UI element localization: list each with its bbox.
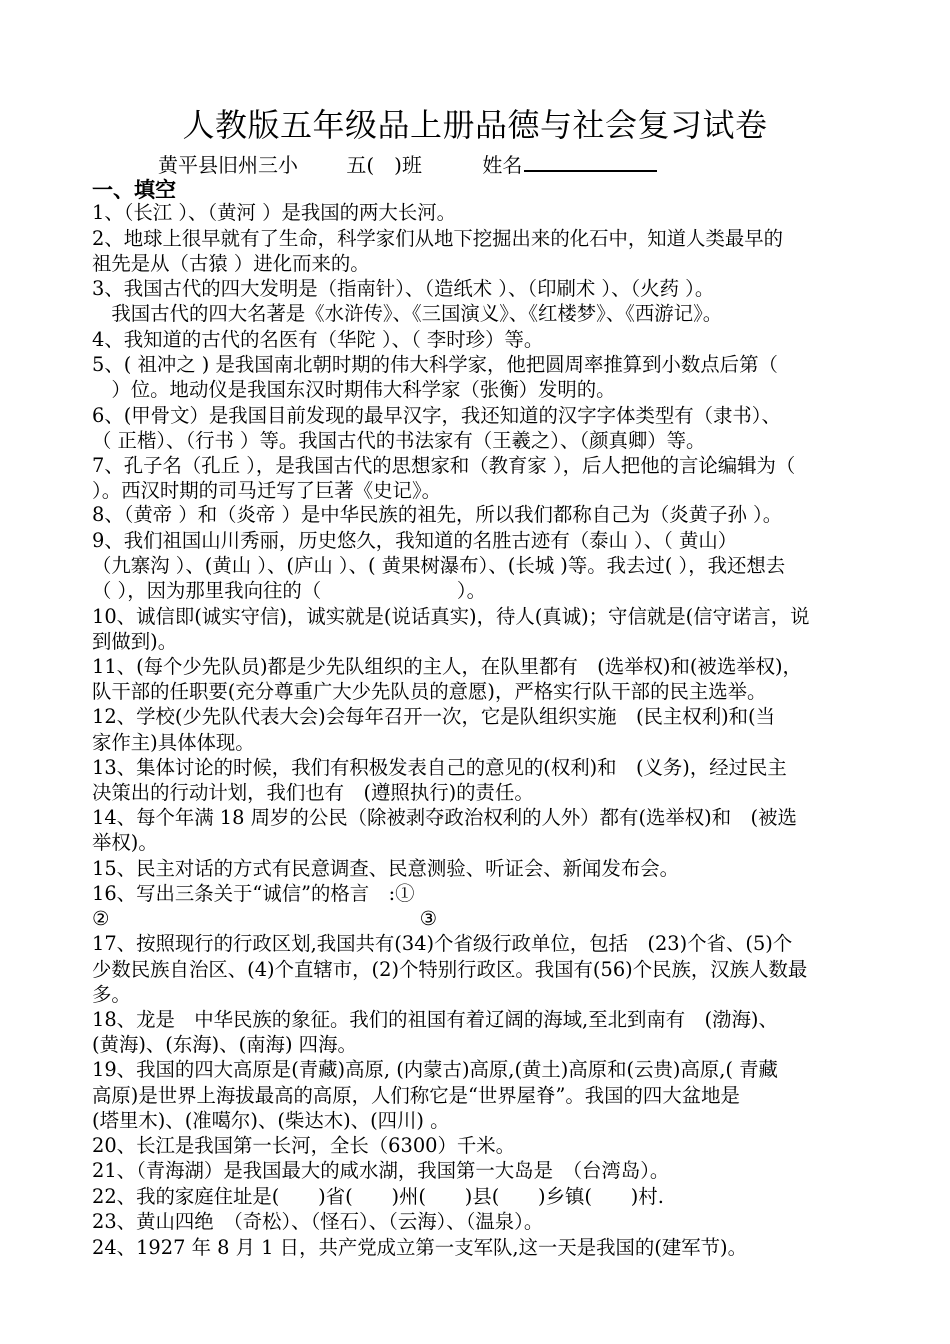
question-line: 3、我国古代的四大发明是（指南针）、（造纸术 ）、（印刷术 ）、（火药 ）。: [92, 277, 715, 300]
school-name: 黄平县旧州三小: [158, 153, 298, 177]
question-line: 少数民族自治区、(4)个直辖市，(2)个特别行政区。我国有(56)个民族，汉族人数最: [92, 958, 808, 981]
question-line: 我国古代的四大名著是《水浒传》、《三国演义》、《红楼梦》、《西游记》。: [92, 302, 723, 325]
question-line: 队干部的任职要(充分尊重广大少先队员的意愿)，严格实行队干部的民主选举。: [92, 680, 767, 703]
name-blank[interactable]: [524, 152, 657, 172]
question-line: 9、我们祖国山川秀丽，历史悠久，我知道的名胜古迹有（泰山 ）、（ 黄山）: [92, 529, 738, 552]
question-line: 15、民主对话的方式有民意调查、民意测验、听证会、新闻发布会。: [92, 857, 680, 880]
question-line: (黄海)、(东海)、(南海) 四海。: [92, 1033, 357, 1056]
question-line: 20、长江是我国第一长河，全长（6300）千米。: [92, 1134, 516, 1157]
question-line: ② ③: [92, 907, 438, 930]
question-line: 13、集体讨论的时候，我们有积极发表自己的意见的(权利)和 (义务)，经过民主: [92, 756, 787, 779]
question-line: 23、黄山四绝 （奇松）、（怪石）、（云海）、（温泉）。: [92, 1210, 544, 1233]
question-line: 1、（长江 ）、（黄河 ）是我国的两大长河。: [92, 201, 456, 224]
question-line: （ 正楷）、（行书 ）等。我国古代的书法家有（王羲之）、（颜真卿）等。: [92, 429, 706, 452]
question-line: 22、我的家庭住址是( )省( )州( )县( )乡镇( )村.: [92, 1185, 664, 1208]
question-line: 21、（青海湖）是我国最大的咸水湖，我国第一大岛是 （台湾岛）。: [92, 1159, 670, 1182]
question-line: 举权)。: [92, 831, 158, 854]
question-line: 高原)是世界上海拔最高的高原，人们称它是“世界屋脊”。我国的四大盆地是: [92, 1084, 740, 1107]
question-line: 6、(甲骨文）是我国目前发现的最早汉字，我还知道的汉字字体类型有（隶书）、: [92, 404, 781, 427]
question-line: 5、( 祖冲之 ) 是我国南北朝时期的伟大科学家，他把圆周率推算到小数点后第（: [92, 353, 778, 376]
question-line: 10、诚信即(诚实守信)，诚实就是(说话真实)，待人(真诚)；守信就是(信守诺言，说: [92, 605, 810, 628]
name-label: 姓名: [482, 153, 523, 177]
question-line: 祖先是从（古猿 ）进化而来的。: [92, 252, 370, 275]
question-line: 12、学校(少先队代表大会)会每年召开一次，它是队组织实施 (民主权利)和(当: [92, 705, 775, 728]
question-line: 家作主)具体体现。: [92, 731, 255, 754]
question-line: 4、我知道的古代的名医有（华陀 ）、（ 李时珍）等。: [92, 328, 544, 351]
question-line: 8、（黄帝 ）和（炎帝 ）是中华民族的祖先，所以我们都称自己为（炎黄子孙 ）。: [92, 503, 783, 526]
question-line: 11、(每个少先队员)都是少先队组织的主人，在队里都有 (选举权)和(被选举权)，: [92, 655, 802, 678]
question-line: ）。西汉时期的司马迁写了巨著《史记》。: [92, 479, 442, 502]
page-title: 人教版五年级品上册品德与社会复习试卷: [182, 106, 768, 144]
class-label: 五( )班: [346, 153, 422, 177]
question-line: 19、我国的四大高原是(青藏)高原, (内蒙古)高原,(黄土)高原和(云贵)高原,( 青藏: [92, 1058, 778, 1081]
question-line: 16、写出三条关于“诚信”的格言 :①: [92, 882, 415, 905]
question-line: (塔里木)、(准噶尔)、(柴达木)、(四川) 。: [92, 1109, 450, 1132]
question-line: ）位。地动仪是我国东汉时期伟大科学家（张衡）发明的。: [92, 378, 616, 401]
question-line: （ ），因为那里我向往的（ ）。: [92, 579, 486, 602]
question-line: 18、龙是 中华民族的象征。我们的祖国有着辽阔的海域,至北到南有 (渤海)、: [92, 1008, 778, 1031]
question-line: 决策出的行动计划，我们也有 (遵照执行)的责任。: [92, 781, 534, 804]
question-line: 24、1927 年 8 月 1 日，共产党成立第一支军队,这一天是我国的(建军节)。: [92, 1236, 747, 1259]
question-line: 多。: [92, 983, 131, 1006]
section-title: 一、填空: [92, 178, 176, 202]
question-line: 到做到)。: [92, 630, 178, 653]
question-line: 14、每个年满 18 周岁的公民（除被剥夺政治权利的人外）都有(选举权)和 (被选: [92, 806, 797, 829]
question-line: 7、孔子名（孔丘 ），是我国古代的思想家和（教育家 ），后人把他的言论编辑为（: [92, 454, 796, 477]
question-line: 2、地球上很早就有了生命，科学家们从地下挖掘出来的化石中，知道人类最早的: [92, 227, 784, 250]
header-info: [158, 149, 657, 178]
question-line: 17、按照现行的行政区划,我国共有(34)个省级行政单位，包括 (23)个省、(5)个: [92, 932, 793, 955]
question-line: （九寨沟 ）、(黄山 ）、(庐山 ）、( 黄果树瀑布）、(长城 )等。我去过( ），我还想去: [92, 554, 786, 577]
